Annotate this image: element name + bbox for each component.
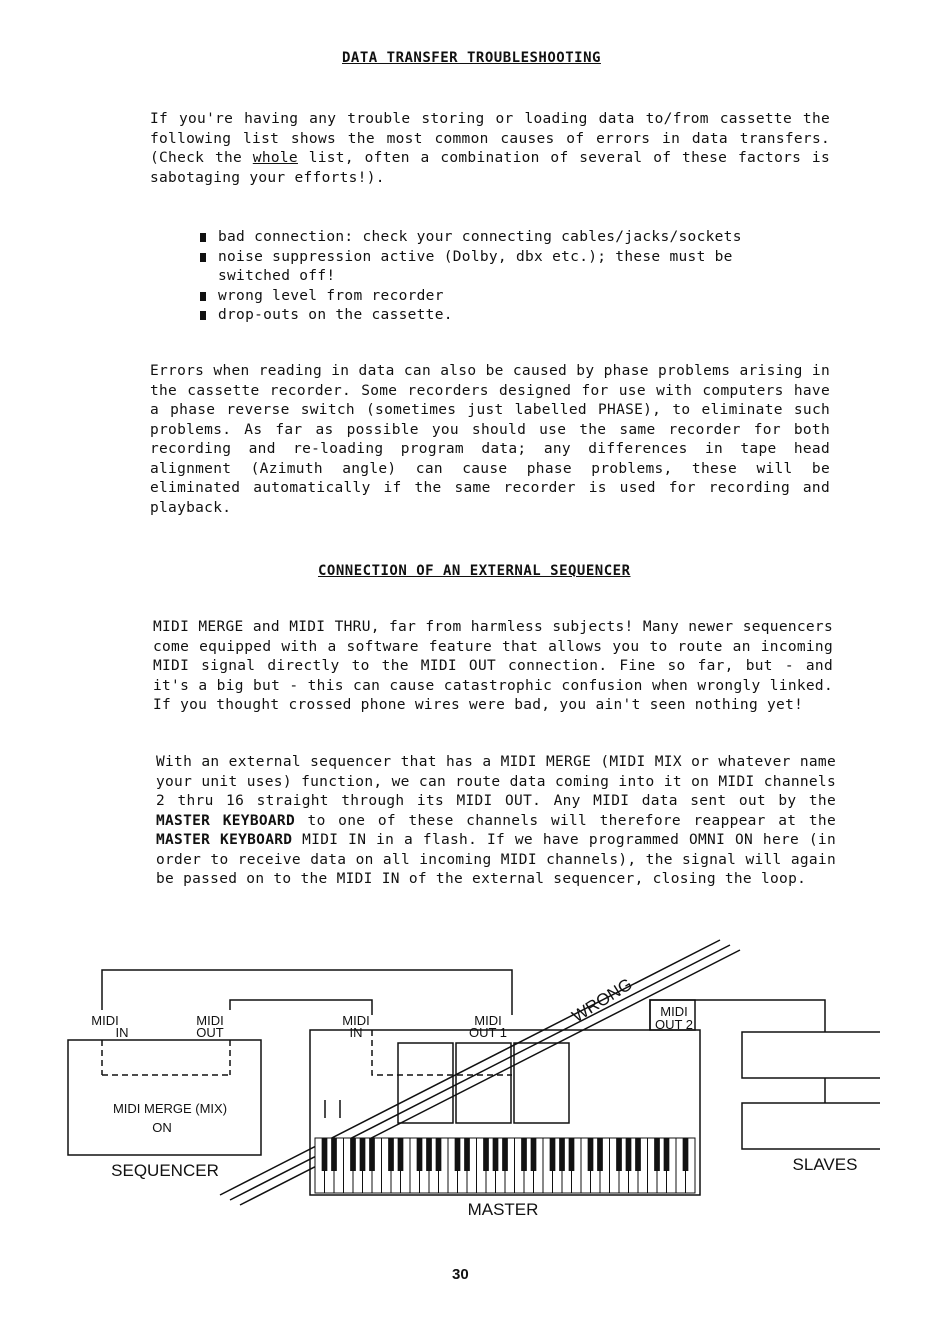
- label: MIDI: [660, 1004, 688, 1019]
- section-heading-external-sequencer: CONNECTION OF AN EXTERNAL SEQUENCER: [318, 563, 631, 579]
- black-key: [654, 1138, 660, 1171]
- black-key: [436, 1138, 442, 1171]
- master-panel: [456, 1043, 511, 1123]
- intro-text-before: If you're having any trouble storing or loading data to/from cassette the following list shows the most common causes of errors in data transfers. (Check the: [150, 111, 830, 166]
- section-heading-data-transfer: DATA TRANSFER TROUBLESHOOTING: [342, 50, 601, 66]
- paragraph-midi-merge: MIDI MERGE and MIDI THRU, far from harmless subjects! Many newer sequencers come equipped with a software feature that allows you to route an incoming MIDI signal directly to the MIDI OUT connection. Fine so far, but - and it's a big but - this can cause catastrophic confusion when wrongly linked. If you thought crossed phone wires were bad, you ain't seen nothing yet!: [153, 619, 833, 713]
- black-key: [531, 1138, 537, 1171]
- slave-box: [742, 1103, 880, 1149]
- black-key: [559, 1138, 565, 1171]
- black-key: [550, 1138, 556, 1171]
- master-panel: [514, 1043, 569, 1123]
- black-key: [398, 1138, 404, 1171]
- list-item: drop-outs on the cassette.: [200, 306, 790, 326]
- page-number: 30: [452, 1266, 469, 1283]
- slaves-label: SLAVES: [792, 1155, 858, 1174]
- black-key: [493, 1138, 499, 1171]
- slave-box: [742, 1032, 880, 1078]
- midi-cable-return: [102, 970, 512, 1015]
- merge-on-label: ON: [152, 1120, 172, 1135]
- black-key: [417, 1138, 423, 1171]
- merge-loop-line: [102, 1040, 230, 1075]
- label: MIDI: [196, 1013, 224, 1028]
- para-text: to one of these channels will therefore reappear at the: [294, 812, 836, 829]
- label: MIDI: [91, 1013, 119, 1028]
- para-text: With an external sequencer that has a MIDI MERGE (MIDI MIX or whatever name your unit uses) function, we can route data coming into it on MIDI channels 2 thru 16 straight through its MIDI OUT. Any MIDI data sent out by the: [156, 754, 836, 809]
- black-key: [502, 1138, 508, 1171]
- black-key: [426, 1138, 432, 1171]
- sequencer-box: [68, 1040, 261, 1155]
- para-emphasis: MASTER KEYBOARD: [156, 812, 295, 829]
- black-key: [635, 1138, 641, 1171]
- master-label: MASTER: [467, 1200, 539, 1219]
- list-item: noise suppression active (Dolby, dbx etc.); these must be switched off!: [200, 248, 790, 287]
- intro-text-after: list, often a combination of several of these factors is sabotaging your efforts!).: [150, 150, 830, 186]
- paragraph-intro: [150, 110, 830, 188]
- label: OUT 1: [468, 1025, 508, 1040]
- black-key: [331, 1138, 337, 1171]
- para-emphasis: MASTER KEYBOARD: [156, 832, 293, 848]
- label: MIDI: [474, 1013, 502, 1028]
- label: MIDI: [342, 1013, 370, 1028]
- midi-connection-diagram: [60, 930, 880, 1230]
- black-key: [521, 1138, 527, 1171]
- black-key: [588, 1138, 594, 1171]
- troubleshooting-list: [200, 228, 790, 326]
- paragraph-phase-problems: Errors when reading in data can also be caused by phase problems arising in the cassette recorder. Some recorders designed for use with computers have a phase reverse switch (sometimes just labelled PHASE), to eliminate such problems. As far as possible you should use the same recorder for both recording and re-loading program data; any differences in tape head alignment (Azimuth angle) can cause phase problems, these will be eliminated automatically if the same recorder is used for recording and playback.: [150, 363, 830, 516]
- black-key: [683, 1138, 689, 1171]
- black-key: [369, 1138, 375, 1171]
- list-item: bad connection: check your connecting cables/jacks/sockets: [200, 228, 790, 248]
- para-text: MIDI IN in a flash. If we have programmed OMNI ON here (in order to receive data on all incoming MIDI channels), the signal will again be passed on to the MIDI IN of the external sequencer, closing the loop.: [156, 832, 836, 887]
- black-key: [464, 1138, 470, 1171]
- label: OUT: [196, 1025, 224, 1040]
- black-key: [626, 1138, 632, 1171]
- black-key: [483, 1138, 489, 1171]
- black-key: [569, 1138, 575, 1171]
- label: OUT 2: [654, 1017, 694, 1032]
- black-key: [455, 1138, 461, 1171]
- black-key: [360, 1138, 366, 1171]
- black-key: [350, 1138, 356, 1171]
- intro-emphasis: whole: [252, 150, 298, 166]
- black-key: [322, 1138, 328, 1171]
- black-key: [597, 1138, 603, 1171]
- merge-label: MIDI MERGE (MIX): [112, 1101, 228, 1116]
- label: IN: [115, 1025, 129, 1040]
- sequencer-label: SEQUENCER: [111, 1161, 219, 1180]
- wrong-label: WRONG: [568, 974, 636, 1027]
- label: IN: [349, 1025, 363, 1040]
- black-key: [664, 1138, 670, 1171]
- black-key: [388, 1138, 394, 1171]
- black-key: [616, 1138, 622, 1171]
- list-item: wrong level from recorder: [200, 287, 790, 307]
- paragraph-external-sequencer: [156, 753, 836, 890]
